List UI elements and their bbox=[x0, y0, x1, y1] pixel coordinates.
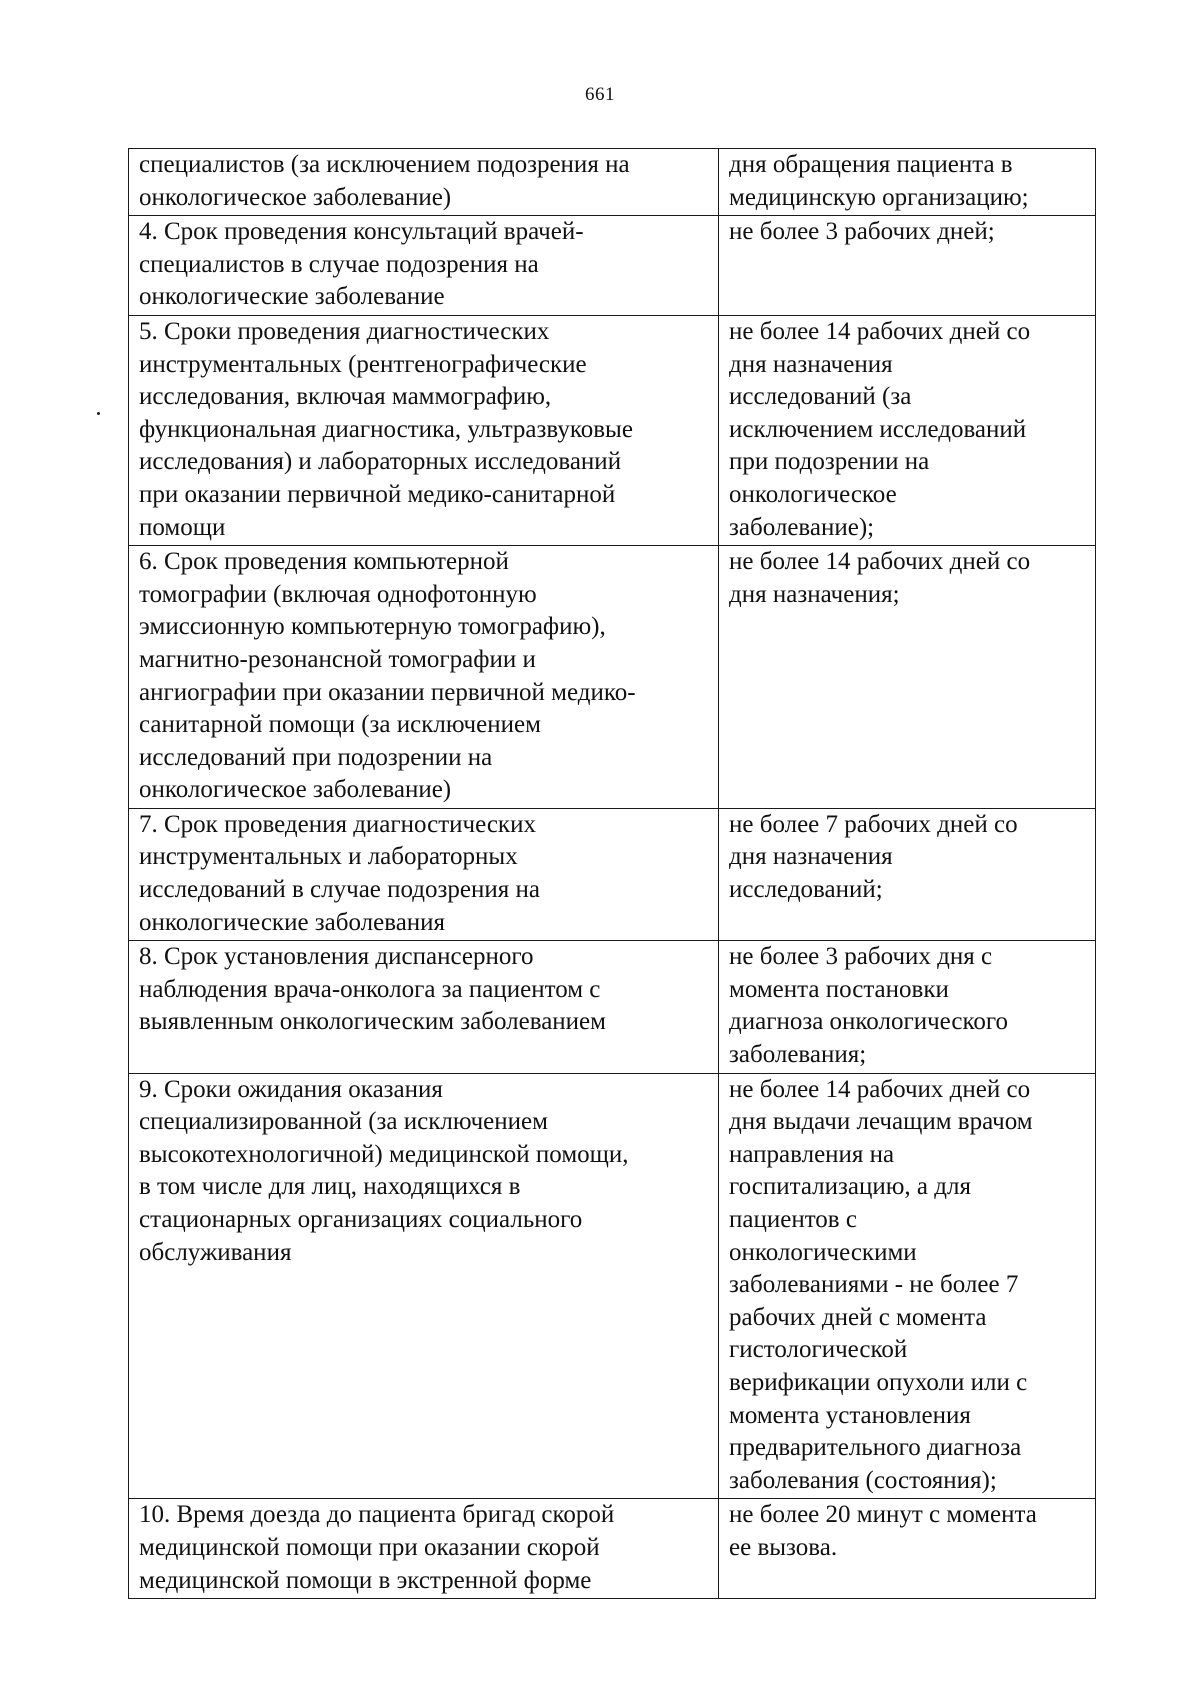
table-cell-right: не более 14 рабочих дней со дня выдачи лечащим врачом направления на госпитализацию, а для пациентов с онкологическими заболеваниями - не более 7 рабочих дней с момента гистологической верификации опухоли или с момента установления предварительного диагноза заболевания (состояния); bbox=[719, 1073, 1096, 1499]
table-cell-left: 4. Срок проведения консультаций врачей- специалистов в случае подозрения на онкологические заболевание bbox=[129, 216, 719, 316]
table-row bbox=[129, 1073, 1096, 1499]
table-cell-right: не более 20 минут с момента ее вызова. bbox=[719, 1499, 1096, 1599]
table-cell-left: 10. Время доезда до пациента бригад скорой медицинской помощи при оказании скорой медицинской помощи в экстренной форме bbox=[129, 1499, 719, 1599]
table-row bbox=[129, 1499, 1096, 1599]
table-row bbox=[129, 808, 1096, 940]
table-cell-right: не более 7 рабочих дней со дня назначения исследований; bbox=[719, 808, 1096, 940]
table-row bbox=[129, 941, 1096, 1073]
table-cell-right: не более 3 рабочих дня с момента постановки диагноза онкологического заболевания; bbox=[719, 941, 1096, 1073]
table-cell-right: не более 3 рабочих дней; bbox=[719, 216, 1096, 316]
table-row bbox=[129, 315, 1096, 545]
document-table bbox=[128, 148, 1096, 1599]
stray-mark bbox=[97, 412, 100, 415]
table-cell-left: 8. Срок установления диспансерного наблюдения врача-онколога за пациентом с выявленным онкологическим заболеванием bbox=[129, 941, 719, 1073]
table-cell-left: специалистов (за исключением подозрения на онкологическое заболевание) bbox=[129, 149, 719, 216]
table-row bbox=[129, 546, 1096, 809]
table-row bbox=[129, 216, 1096, 316]
table-cell-left: 6. Срок проведения компьютерной томографии (включая однофотонную эмиссионную компьютерную томографию), магнитно-резонансной томографии и ангиографии при оказании первичной медико- санитарной помощи (за исключением исследований при подозрении на онкологическое заболевание) bbox=[129, 546, 719, 809]
table-cell-left: 5. Сроки проведения диагностических инструментальных (рентгенографические исследования, включая маммографию, функциональная диагностика, ультразвуковые исследования) и лабораторных исследований при оказании первичной медико-санитарной помощи bbox=[129, 315, 719, 545]
table-cell-right: не более 14 рабочих дней со дня назначения; bbox=[719, 546, 1096, 809]
page-number: 661 bbox=[585, 84, 615, 105]
table-cell-left: 7. Срок проведения диагностических инструментальных и лабораторных исследований в случае подозрения на онкологические заболевания bbox=[129, 808, 719, 940]
table-cell-right: дня обращения пациента в медицинскую организацию; bbox=[719, 149, 1096, 216]
table-cell-right: не более 14 рабочих дней со дня назначения исследований (за исключением исследований при подозрении на онкологическое заболевание); bbox=[719, 315, 1096, 545]
table-cell-left: 9. Сроки ожидания оказания специализированной (за исключением высокотехнологичной) медицинской помощи, в том числе для лиц, находящихся в стационарных организациях социального обслуживания bbox=[129, 1073, 719, 1499]
table-row bbox=[129, 149, 1096, 216]
